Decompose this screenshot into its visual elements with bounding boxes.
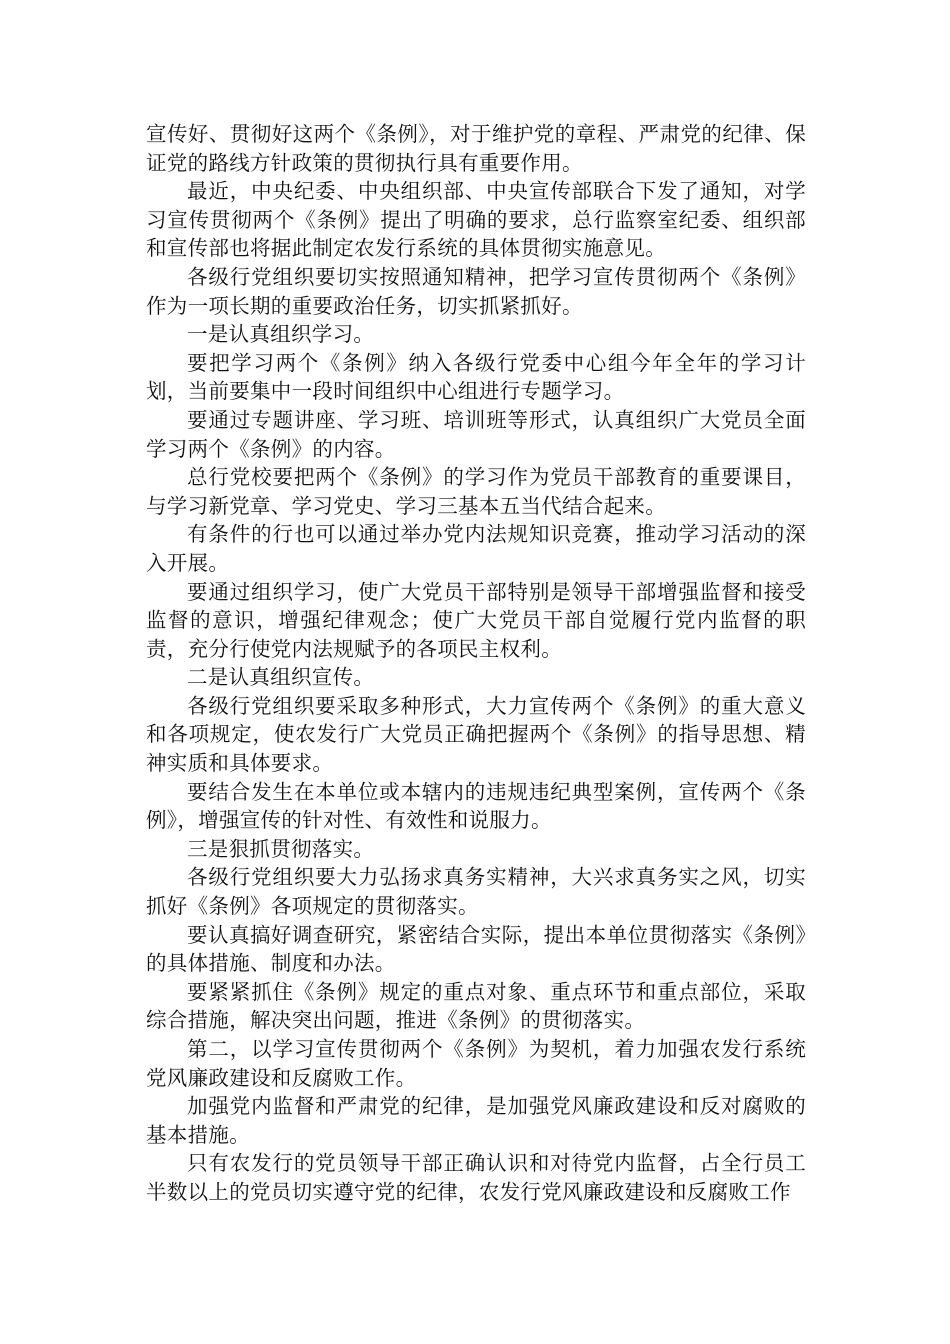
paragraph: 最近，中央纪委、中央组织部、中央宣传部联合下发了通知，对学习宣传贯彻两个《条例》提出了明确的要求，总行监察室纪委、组织部和宣传部也将据此制定农发行系统的具体贯彻实施意见。 — [146, 179, 806, 261]
paragraph: 各级行党组织要采取多种形式，大力宣传两个《条例》的重大意义和各项规定，使农发行广大党员正确把握两个《条例》的指导思想、精神实质和具体要求。 — [146, 693, 806, 776]
paragraph: 要紧紧抓住《条例》规定的重点对象、重点环节和重点部位，采取综合措施，解决突出问题，推进《条例》的贯彻落实。 — [146, 979, 806, 1033]
paragraph: 宣传好、贯彻好这两个《条例》，对于维护党的章程、严肃党的纪律、保证党的路线方针政策的贯彻执行具有重要作用。 — [146, 122, 806, 175]
section-heading: 三是狠抓贯彻落实。 — [187, 836, 375, 861]
paragraph: 要把学习两个《条例》纳入各级行党委中心组今年全年的学习计划，当前要集中一段时间组织中心组进行专题学习。 — [146, 350, 806, 404]
paragraph: 要结合发生在本单位或本辖内的违规违纪典型案例，宣传两个《条例》，增强宣传的针对性、有效性和说服力。 — [146, 779, 806, 833]
paragraph: 加强党内监督和严肃党的纪律，是加强党风廉政建设和反对腐败的基本措施。 — [146, 1094, 806, 1147]
paragraph: 各级行党组织要大力弘扬求真务实精神，大兴求真务实之风，切实抓好《条例》各项规定的贯彻落实。 — [146, 865, 806, 919]
paragraph: 第二，以学习宣传贯彻两个《条例》为契机，着力加强农发行系统党风廉政建设和反腐败工作。 — [146, 1037, 806, 1090]
paragraph: 有条件的行也可以通过举办党内法规知识竞赛，推动学习活动的深入开展。 — [146, 522, 806, 575]
section-heading: 一是认真组织学习。 — [187, 322, 375, 347]
document-body — [146, 120, 806, 1207]
paragraph: 总行党校要把两个《条例》的学习作为党员干部教育的重要课目，与学习新党章、学习党史、学习三基本五当代结合起来。 — [146, 465, 806, 518]
paragraph: 要认真搞好调查研究，紧密结合实际，提出本单位贯彻落实《条例》的具体措施、制度和办法。 — [146, 922, 806, 976]
paragraph: 要通过专题讲座、学习班、培训班等形式，认真组织广大党员全面学习两个《条例》的内容。 — [146, 407, 806, 461]
paragraph: 只有农发行的党员领导干部正确认识和对待党内监督，占全行员工半数以上的党员切实遵守党的纪律，农发行党风廉政建设和反腐败工作 — [146, 1151, 806, 1204]
paragraph: 各级行党组织要切实按照通知精神，把学习宣传贯彻两个《条例》作为一项长期的重要政治任务，切实抓紧抓好。 — [146, 264, 806, 318]
paragraph: 要通过组织学习，使广大党员干部特别是领导干部增强监督和接受监督的意识，增强纪律观念；使广大党员干部自觉履行党内监督的职责，充分行使党内法规赋予的各项民主权利。 — [146, 579, 806, 661]
section-heading: 二是认真组织宣传。 — [187, 665, 375, 690]
